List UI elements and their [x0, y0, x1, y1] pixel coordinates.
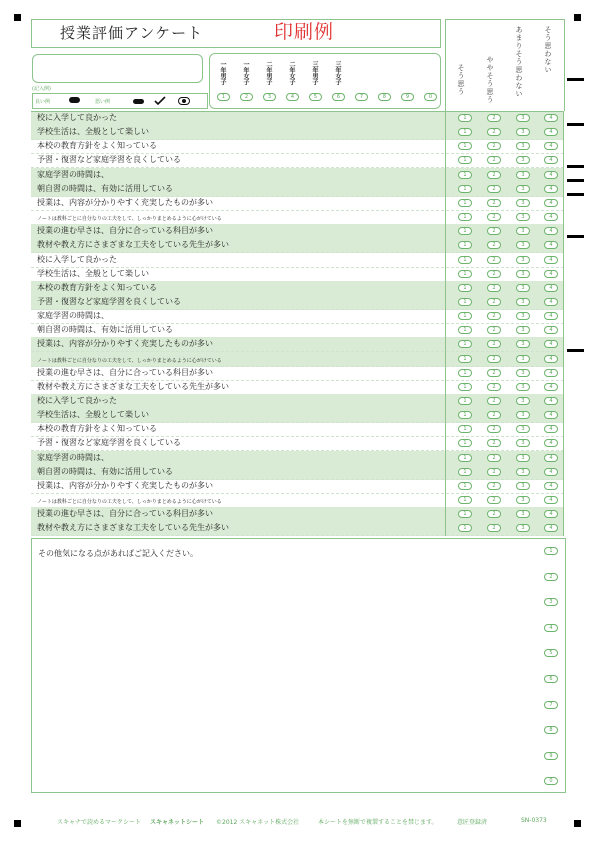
answer-bubble[interactable]: 1 — [458, 369, 472, 377]
timing-mark — [567, 123, 584, 126]
comment-bubble[interactable]: 3 — [544, 598, 558, 606]
comment-bubble[interactable]: 8 — [544, 726, 558, 734]
answer-header-label: あまりそう思わない — [515, 26, 523, 98]
answer-bubble[interactable]: 4 — [544, 482, 558, 490]
answer-bubble[interactable]: 1 — [458, 270, 472, 278]
question-text: ノートは教科ごとに自分なりの工夫をして、しっかりまとめるように心がけている — [37, 499, 222, 506]
answer-bubble[interactable]: 4 — [544, 383, 558, 391]
answer-bubble[interactable]: 2 — [487, 185, 501, 193]
class-label — [265, 61, 273, 85]
answer-bubble[interactable]: 1 — [458, 298, 472, 306]
question-row — [31, 436, 564, 451]
answer-bubble[interactable]: 2 — [487, 256, 501, 264]
answer-bubble[interactable]: 3 — [516, 284, 530, 292]
question-text: 本校の教育方針をよく知っている — [37, 282, 157, 292]
answer-bubble[interactable]: 2 — [487, 496, 501, 504]
class-bubble[interactable]: 0 — [424, 93, 437, 101]
question-text: 予習・復習など家庭学習を良くしている — [37, 296, 181, 306]
answer-bubble[interactable]: 1 — [458, 227, 472, 235]
question-text: ノートは教科ごとに自分なりの工夫をして、しっかりまとめるように心がけている — [37, 216, 222, 223]
question-row — [31, 479, 564, 494]
answer-bubble[interactable]: 1 — [458, 425, 472, 433]
answer-bubble[interactable]: 3 — [516, 326, 530, 334]
question-text: 家庭学習の時間は、 — [37, 311, 109, 321]
class-gender: 女子 — [334, 73, 341, 85]
question-text: 朝自習の時間は、有効に活用している — [37, 466, 173, 476]
footer-copyright: ©2012 スキャネット株式会社 — [216, 819, 300, 826]
question-row — [31, 380, 564, 395]
column-divider — [563, 111, 564, 536]
answer-bubble[interactable]: 3 — [516, 114, 530, 122]
answer-bubble[interactable]: 3 — [516, 468, 530, 476]
question-row — [31, 493, 564, 508]
answer-bubble[interactable]: 2 — [487, 142, 501, 150]
timing-mark — [567, 193, 584, 196]
timing-mark — [567, 349, 584, 352]
class-bubble[interactable]: 1 — [217, 93, 230, 101]
answer-bubble[interactable]: 1 — [458, 482, 472, 490]
answer-bubble[interactable]: 2 — [487, 241, 501, 249]
answer-bubble[interactable]: 1 — [458, 326, 472, 334]
answer-bubble[interactable]: 1 — [458, 439, 472, 447]
question-text: 学校生活は、全般として楽しい — [37, 127, 149, 137]
question-text: 校に入学して良かった — [37, 113, 117, 122]
class-bubble[interactable]: 6 — [332, 93, 345, 101]
answer-bubble[interactable]: 4 — [544, 439, 558, 447]
check-mark-icon — [154, 96, 166, 106]
footer-code: SN-0373 — [521, 817, 547, 824]
sample-stamp: 印刷例 — [274, 21, 335, 43]
answer-bubble[interactable]: 3 — [516, 312, 530, 320]
class-label — [219, 61, 227, 85]
class-gender: 女子 — [242, 73, 249, 85]
class-gender: 男子 — [311, 73, 318, 85]
answer-bubble[interactable]: 2 — [487, 510, 501, 518]
answer-bubble[interactable]: 1 — [458, 312, 472, 320]
answer-bubble[interactable]: 4 — [544, 142, 558, 150]
class-bubble[interactable]: 4 — [286, 93, 299, 101]
question-row — [31, 366, 564, 381]
question-text: 校に入学して良かった — [37, 396, 117, 405]
class-label — [288, 61, 296, 85]
comment-bubble[interactable]: 1 — [544, 547, 558, 555]
answer-bubble[interactable]: 1 — [458, 241, 472, 249]
footer-registration: 意匠登録済 — [457, 819, 488, 826]
answer-bubble[interactable]: 3 — [516, 397, 530, 405]
question-text: 学校生活は、全般として楽しい — [37, 410, 149, 420]
registration-mark — [574, 820, 581, 827]
comment-bubble[interactable]: 9 — [544, 752, 558, 760]
question-text: 予習・復習など家庭学習を良くしている — [37, 438, 181, 448]
table-top-border — [31, 111, 564, 112]
answer-bubble[interactable]: 4 — [544, 185, 558, 193]
class-grade: 一年 — [219, 61, 226, 73]
question-row — [31, 451, 564, 466]
class-grade: 二年 — [288, 61, 295, 73]
footer-brand: スキャネットシート — [150, 819, 205, 826]
class-grade: 二年 — [265, 61, 272, 73]
answer-bubble[interactable]: 3 — [516, 128, 530, 136]
question-text: 学校生活は、全般として楽しい — [37, 268, 149, 278]
footer-notice: 本シートを無断で複製することを禁じます。 — [318, 819, 438, 826]
answer-bubble[interactable]: 2 — [487, 397, 501, 405]
class-bubble[interactable]: 9 — [401, 93, 414, 101]
timing-mark — [567, 78, 584, 81]
answer-bubble[interactable]: 1 — [458, 256, 472, 264]
class-gender: 女子 — [288, 73, 295, 85]
class-grade: 三年 — [311, 61, 318, 73]
answer-bubble[interactable]: 1 — [458, 171, 472, 179]
comment-bubble[interactable]: 5 — [544, 649, 558, 657]
question-row — [31, 182, 564, 197]
question-row — [31, 309, 564, 324]
answer-bubble[interactable]: 2 — [487, 284, 501, 292]
comment-bubble[interactable]: 6 — [544, 675, 558, 683]
question-row — [31, 210, 564, 225]
answer-bubble[interactable]: 1 — [458, 355, 472, 363]
answer-bubble[interactable]: 3 — [516, 439, 530, 447]
question-text: 授業は、内容が分かりやすく充実したものが多い — [37, 197, 213, 207]
answer-bubble[interactable]: 4 — [544, 355, 558, 363]
answer-bubble[interactable]: 1 — [458, 213, 472, 221]
answer-bubble[interactable]: 3 — [516, 227, 530, 235]
answer-bubble[interactable]: 4 — [544, 369, 558, 377]
timing-mark — [567, 179, 584, 182]
question-text: 予習・復習など家庭学習を良くしている — [37, 155, 181, 165]
answer-bubble[interactable]: 2 — [487, 482, 501, 490]
question-text: 教材や教え方にさまざまな工夫をしている先生が多い — [37, 240, 229, 250]
answer-bubble[interactable]: 1 — [458, 510, 472, 518]
answer-header-label: ややそう思う — [486, 56, 494, 104]
question-text: ノートは教科ごとに自分なりの工夫をして、しっかりまとめるように心がけている — [37, 357, 222, 364]
question-row — [31, 408, 564, 423]
question-row — [31, 394, 564, 409]
answer-bubble[interactable]: 2 — [487, 128, 501, 136]
question-row — [31, 465, 564, 480]
answer-bubble[interactable]: 3 — [516, 340, 530, 348]
answer-bubble[interactable]: 3 — [516, 241, 530, 249]
answer-bubble[interactable]: 4 — [544, 496, 558, 504]
partial-mark-icon — [133, 99, 144, 104]
question-row — [31, 111, 564, 126]
answer-header-label: そう思わない — [544, 26, 552, 74]
answer-bubble[interactable]: 2 — [487, 439, 501, 447]
question-row — [31, 323, 564, 338]
answer-bubble[interactable]: 3 — [516, 171, 530, 179]
good-example-label: 良い例 — [35, 99, 51, 105]
comment-bubble[interactable]: 2 — [544, 573, 558, 581]
question-text: 朝自習の時間は、有効に活用している — [37, 183, 173, 193]
answer-bubble[interactable]: 4 — [544, 199, 558, 207]
answer-bubble[interactable]: 2 — [487, 340, 501, 348]
answer-bubble[interactable]: 4 — [544, 241, 558, 249]
class-gender: 男子 — [265, 73, 272, 85]
answer-bubble[interactable]: 3 — [516, 425, 530, 433]
question-row — [31, 507, 564, 522]
answer-bubble[interactable]: 4 — [544, 227, 558, 235]
answer-bubble[interactable]: 4 — [544, 171, 558, 179]
answer-bubble[interactable]: 1 — [458, 142, 472, 150]
question-row — [31, 168, 564, 183]
answer-bubble[interactable]: 3 — [516, 213, 530, 221]
answer-bubble[interactable]: 1 — [458, 114, 472, 122]
answer-bubble[interactable]: 2 — [487, 298, 501, 306]
answer-bubble[interactable]: 2 — [487, 312, 501, 320]
comment-box[interactable] — [31, 538, 566, 793]
answer-bubble[interactable]: 4 — [544, 326, 558, 334]
footer-left: スキャナで読めるマークシート — [57, 819, 142, 826]
class-bubble[interactable]: 5 — [309, 93, 322, 101]
question-text: 家庭学習の時間は、 — [37, 452, 109, 462]
question-row — [31, 267, 564, 282]
class-grade: 一年 — [242, 61, 249, 73]
question-row — [31, 125, 564, 140]
answer-bubble[interactable]: 3 — [516, 524, 530, 532]
class-label — [311, 61, 319, 85]
answer-bubble[interactable]: 1 — [458, 383, 472, 391]
answer-bubble[interactable]: 4 — [544, 284, 558, 292]
registration-mark — [574, 14, 581, 21]
question-row — [31, 521, 564, 536]
answer-bubble[interactable]: 4 — [544, 454, 558, 462]
question-row — [31, 253, 564, 268]
question-text: 授業は、内容が分かりやすく充実したものが多い — [37, 339, 213, 349]
answer-bubble[interactable]: 2 — [487, 199, 501, 207]
answer-bubble[interactable]: 4 — [544, 397, 558, 405]
answer-bubble[interactable]: 1 — [458, 199, 472, 207]
class-bubble[interactable]: 3 — [263, 93, 276, 101]
answer-bubble[interactable]: 1 — [458, 496, 472, 504]
question-row — [31, 224, 564, 239]
mark-example-box — [32, 93, 208, 109]
answer-bubble[interactable]: 2 — [487, 524, 501, 532]
question-text: 教材や教え方にさまざまな工夫をしている先生が多い — [37, 523, 229, 533]
answer-bubble[interactable]: 3 — [516, 256, 530, 264]
registration-mark — [14, 820, 21, 827]
answer-bubble[interactable]: 4 — [544, 213, 558, 221]
answer-bubble[interactable]: 4 — [544, 411, 558, 419]
answer-bubble[interactable]: 3 — [516, 496, 530, 504]
class-bubble[interactable]: 7 — [355, 93, 368, 101]
dot-mark-icon — [178, 97, 190, 105]
answer-bubble[interactable]: 2 — [487, 213, 501, 221]
question-text: 教材や教え方にさまざまな工夫をしている先生が多い — [37, 381, 229, 391]
class-gender: 男子 — [219, 73, 226, 85]
answer-bubble[interactable]: 1 — [458, 468, 472, 476]
answer-bubble[interactable]: 2 — [487, 326, 501, 334]
answer-bubble[interactable]: 3 — [516, 270, 530, 278]
name-field[interactable] — [32, 54, 203, 83]
answer-bubble[interactable]: 1 — [458, 524, 472, 532]
filled-mark-icon — [69, 97, 80, 103]
answer-header-label: そう思う — [457, 64, 465, 96]
answer-bubble[interactable]: 1 — [458, 185, 472, 193]
question-text: 本校の教育方針をよく知っている — [37, 141, 157, 151]
answer-bubble[interactable]: 1 — [458, 411, 472, 419]
comment-bubble[interactable]: 0 — [544, 777, 558, 785]
answer-bubble[interactable]: 3 — [516, 411, 530, 419]
question-text: 授業の進む早さは、自分に合っている科目が多い — [37, 226, 213, 236]
answer-bubble[interactable]: 2 — [487, 114, 501, 122]
answer-bubble[interactable]: 3 — [516, 482, 530, 490]
answer-bubble[interactable]: 2 — [487, 171, 501, 179]
question-row — [31, 281, 564, 296]
question-text: 校に入学して良かった — [37, 254, 117, 264]
class-grade: 三年 — [334, 61, 341, 73]
answer-bubble[interactable]: 4 — [544, 340, 558, 348]
question-text: 授業の進む早さは、自分に合っている科目が多い — [37, 509, 213, 519]
question-row — [31, 337, 564, 352]
answer-bubble[interactable]: 4 — [544, 468, 558, 476]
question-text: 本校の教育方針をよく知っている — [37, 424, 157, 434]
answer-bubble[interactable]: 4 — [544, 524, 558, 532]
answer-bubble[interactable]: 1 — [458, 454, 472, 462]
answer-bubble[interactable]: 2 — [487, 355, 501, 363]
class-bubble[interactable]: 2 — [240, 93, 253, 101]
answer-bubble[interactable]: 2 — [487, 425, 501, 433]
answer-bubble[interactable]: 3 — [516, 199, 530, 207]
answer-bubble[interactable]: 4 — [544, 156, 558, 164]
answer-bubble[interactable]: 3 — [516, 369, 530, 377]
question-row — [31, 352, 564, 367]
answer-bubble[interactable]: 3 — [516, 156, 530, 164]
answer-bubble[interactable]: 3 — [516, 355, 530, 363]
answer-bubble[interactable]: 1 — [458, 284, 472, 292]
answer-bubble[interactable]: 2 — [487, 468, 501, 476]
answer-bubble[interactable]: 2 — [487, 369, 501, 377]
column-divider — [445, 111, 446, 536]
question-row — [31, 153, 564, 168]
answer-bubble[interactable]: 2 — [487, 454, 501, 462]
answer-bubble[interactable]: 4 — [544, 270, 558, 278]
answer-bubble[interactable]: 3 — [516, 185, 530, 193]
question-row — [31, 295, 564, 310]
timing-mark — [567, 235, 584, 238]
page-title: 授業評価アンケート — [60, 24, 204, 42]
answer-header — [445, 19, 565, 111]
answer-bubble[interactable]: 4 — [544, 128, 558, 136]
answer-bubble[interactable]: 4 — [544, 114, 558, 122]
answer-bubble[interactable]: 4 — [544, 312, 558, 320]
answer-bubble[interactable]: 4 — [544, 256, 558, 264]
fill-example-note: (記入例) — [32, 86, 51, 92]
answer-bubble[interactable]: 3 — [516, 510, 530, 518]
answer-bubble[interactable]: 1 — [458, 397, 472, 405]
answer-bubble[interactable]: 1 — [458, 156, 472, 164]
question-text: 授業の進む早さは、自分に合っている科目が多い — [37, 367, 213, 377]
answer-bubble[interactable]: 3 — [516, 383, 530, 391]
answer-bubble[interactable]: 2 — [487, 411, 501, 419]
question-row — [31, 139, 564, 154]
question-row — [31, 238, 564, 253]
answer-bubble[interactable]: 1 — [458, 128, 472, 136]
bad-example-label: 悪い例 — [95, 99, 111, 105]
class-label — [242, 61, 250, 85]
question-row — [31, 422, 564, 437]
answer-bubble[interactable]: 2 — [487, 270, 501, 278]
timing-mark — [567, 165, 584, 168]
answer-bubble[interactable]: 3 — [516, 454, 530, 462]
comment-bubble[interactable]: 7 — [544, 701, 558, 709]
question-text: 家庭学習の時間は、 — [37, 169, 109, 179]
class-label — [334, 61, 342, 85]
comment-bubble[interactable]: 4 — [544, 624, 558, 632]
answer-bubble[interactable]: 4 — [544, 510, 558, 518]
answer-bubble[interactable]: 2 — [487, 227, 501, 235]
question-text: 授業は、内容が分かりやすく充実したものが多い — [37, 480, 213, 490]
answer-bubble[interactable]: 4 — [544, 425, 558, 433]
question-text: 朝自習の時間は、有効に活用している — [37, 325, 173, 335]
comment-label: その他気になる点があればご記入ください。 — [38, 549, 198, 558]
registration-mark — [14, 14, 21, 21]
answer-bubble[interactable]: 3 — [516, 142, 530, 150]
class-bubble[interactable]: 8 — [378, 93, 391, 101]
answer-bubble[interactable]: 2 — [487, 156, 501, 164]
answer-bubble[interactable]: 2 — [487, 383, 501, 391]
answer-bubble[interactable]: 4 — [544, 298, 558, 306]
answer-bubble[interactable]: 1 — [458, 340, 472, 348]
question-row — [31, 196, 564, 211]
answer-bubble[interactable]: 3 — [516, 298, 530, 306]
